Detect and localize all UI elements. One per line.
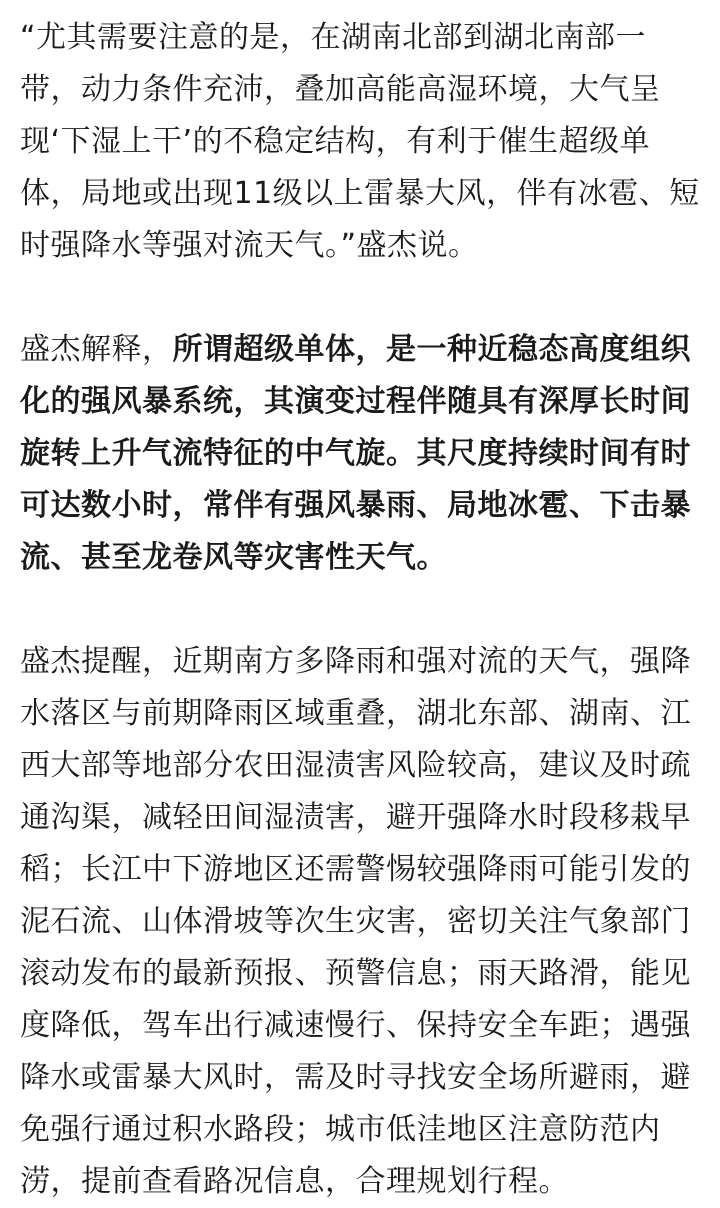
text-line: 流、甚至龙卷风等灾害性天气。 <box>20 540 447 575</box>
text-bold: 其尺度持续时间有时 <box>416 436 691 471</box>
paragraph-reminder <box>20 636 700 1208</box>
text-line: 水落区与前期降雨区域重叠，湖北东部、湖南、江 <box>20 696 691 731</box>
text-line <box>20 428 700 480</box>
text-line: 降水或雷暴大风时，需及时寻找安全场所避雨，避 <box>20 1060 691 1095</box>
paragraph-quote <box>20 12 700 272</box>
text-line: 泥石流、山体滑坡等次生灾害，密切关注气象部门 <box>20 904 691 939</box>
text-line: 免强行通过积水路段；城市低洼地区注意防范内 <box>20 1112 661 1147</box>
text-line: 稻；长江中下游地区还需警惕较强降雨可能引发的 <box>20 852 691 887</box>
text-line <box>20 324 700 376</box>
article-body <box>20 12 700 1208</box>
text-line: “尤其需要注意的是，在湖南北部到湖北南部一 <box>20 20 647 55</box>
text-line: 时强降水等强对流天气。”盛杰说。 <box>20 228 479 263</box>
text-line: 体，局地或出现11级以上雷暴大风，伴有冰雹、短 <box>20 176 700 211</box>
text-line: 化的强风暴系统，其演变过程伴随具有深厚长时间 <box>20 384 691 419</box>
text-line: 通沟渠，减轻田间湿渍害，避开强降水时段移栽早 <box>20 800 691 835</box>
text-line: 西大部等地部分农田湿渍害风险较高，建议及时疏 <box>20 748 691 783</box>
text-line: 涝，提前查看路况信息，合理规划行程。 <box>20 1164 569 1199</box>
text-bold: 所谓超级单体，是一种近稳态高度组织 <box>172 332 691 367</box>
text-line: 带，动力条件充沛，叠加高能高湿环境，大气呈 <box>20 72 661 107</box>
text-line: 度降低，驾车出行减速慢行、保持安全车距；遇强 <box>20 1008 691 1043</box>
text-normal: 盛杰解释， <box>20 332 173 367</box>
text-line: 盛杰提醒，近期南方多降雨和强对流的天气，强降 <box>20 644 691 679</box>
text-line: 滚动发布的最新预报、预警信息；雨天路滑，能见 <box>20 956 691 991</box>
paragraph-explanation <box>20 324 700 584</box>
text-line: 现‘下湿上干’的不稳定结构，有利于催生超级单 <box>20 124 651 159</box>
text-line: 可达数小时，常伴有强风暴雨、局地冰雹、下击暴 <box>20 488 691 523</box>
text-bold: 旋转上升气流特征的中气旋。 <box>20 436 417 471</box>
